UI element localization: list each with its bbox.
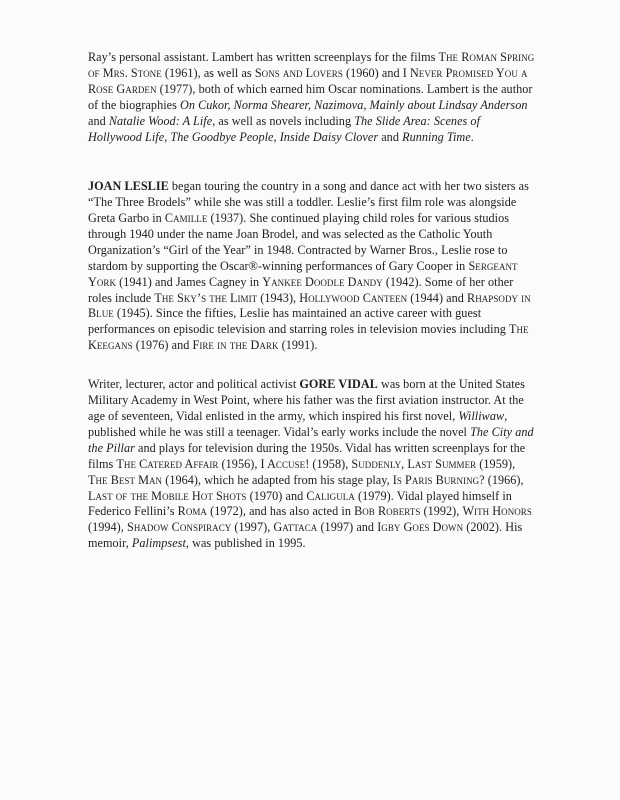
- title-reference: Running Time: [402, 129, 471, 144]
- title-reference: Is Paris Burning?: [392, 472, 485, 487]
- bio-text: Writer, lecturer, actor and political activist: [88, 377, 300, 392]
- bio-text: (1958),: [309, 456, 352, 471]
- bio-text: and plays for television during the 1950s. Vidal has written screenplays for the films: [88, 440, 526, 471]
- title-reference: Fire in the Dark: [192, 338, 279, 353]
- title-reference: The City and the Pillar: [88, 424, 534, 455]
- title-reference: On Cukor, Norma Shearer, Nazimova, Mainly about Lindsay Anderson: [180, 97, 528, 112]
- title-reference: Gattaca: [273, 520, 318, 535]
- title-reference: The Keegans: [88, 322, 529, 353]
- bio-text: (1964), which he adapted from his stage play,: [162, 472, 393, 487]
- title-reference: I Never Promised You a Rose Garden: [88, 66, 528, 96]
- bio-text: began touring the country in a song and dance act with her two sisters as “The Three Brodels” while she was still a toddler. Leslie’s first film role was alongside Greta Garbo in: [88, 179, 529, 225]
- bio-text: (2002). His memoir,: [88, 520, 523, 551]
- title-reference: Natalie Wood: A Life: [108, 113, 213, 128]
- bio-text: Ray’s personal assistant. Lambert has written screenplays for the films: [88, 50, 439, 65]
- bio-text: (1961), as well as: [161, 66, 255, 81]
- title-reference: Shadow Conspiracy: [127, 520, 232, 535]
- bio-text: (1945). Since the fifties, Leslie has maintained an active career with guest performances on episodic television and starring roles in television movies including: [88, 306, 509, 337]
- bio-text: , as well as novels including: [212, 113, 355, 128]
- bio-paragraph-joan-leslie: [88, 179, 536, 354]
- title-reference: The Sky’s the Limit: [154, 290, 258, 305]
- bio-text: (1944) and: [407, 290, 468, 305]
- bio-text: , published while he was still a teenager. Vidal’s early works include the novel: [88, 409, 508, 439]
- bio-text: (1997) and: [317, 520, 378, 535]
- title-reference: With Honors: [462, 504, 532, 519]
- title-reference: Sons and Lovers: [254, 66, 343, 81]
- title-reference: I Accuse!: [260, 456, 310, 471]
- bio-text: (1977), both of which earned him Oscar nominations. Lambert is the author of the biographies: [88, 82, 533, 112]
- bio-text: (1966),: [484, 472, 524, 487]
- bio-text: (1941) and James Cagney in: [116, 274, 263, 289]
- title-reference: Caligula: [306, 488, 355, 503]
- bio-text: (1942). Some of her other roles include: [88, 274, 514, 305]
- bio-name: GORE VIDAL: [299, 377, 378, 392]
- bio-text: (1970) and: [246, 488, 307, 503]
- title-reference: Williwaw: [458, 409, 505, 423]
- bio-paragraph-lambert: [88, 50, 536, 145]
- bio-text: and: [378, 129, 403, 144]
- bio-text: (1960) and: [342, 66, 403, 81]
- bio-text: (1994),: [88, 520, 127, 535]
- bio-text: was born at the United States Military Academy in West Point, where his father was the first aviation instructor. At the age of seventeen, Vidal enlisted in the army, which inspired his first novel,: [88, 377, 525, 423]
- bio-text: (1976) and: [132, 338, 193, 353]
- title-reference: Yankee Doodle Dandy: [262, 274, 383, 289]
- title-reference: Roma: [177, 504, 207, 519]
- bio-text: (1943),: [257, 290, 300, 305]
- title-reference: Hollywood Canteen: [299, 290, 408, 305]
- title-reference: The Catered Affair: [116, 456, 219, 471]
- bio-text: (1937). She continued playing child roles for various studios through 1940 under the name Joan Brodel, and was selected as the Catholic Youth Organization’s “Girl of the Year” in 1948. Contracted by Warner Bros., Leslie rose to stardom by supporting the Oscar®-winning performances of Gary Cooper in: [88, 211, 510, 273]
- bio-text: (1959),: [476, 456, 516, 471]
- bio-text: (1979). Vidal played himself in Federico Fellini’s: [88, 488, 512, 519]
- bio-text: , was published in 1995.: [185, 536, 306, 551]
- bio-text: (1972), and has also acted in: [206, 504, 355, 519]
- title-reference: Igby Goes Down: [377, 520, 464, 535]
- title-reference: The Roman Spring of Mrs. Stone: [88, 50, 535, 81]
- bio-text: and: [88, 113, 109, 128]
- title-reference: Palimpsest: [131, 536, 186, 551]
- title-reference: Rhapsody in Blue: [88, 290, 531, 321]
- bio-text: (1956),: [218, 456, 261, 471]
- title-reference: Last of the Mobile Hot Shots: [88, 488, 247, 503]
- bio-paragraph-gore-vidal: [88, 377, 536, 552]
- bio-text: (1992),: [420, 504, 463, 519]
- title-reference: Bob Roberts: [354, 504, 421, 519]
- bio-text: (1997),: [231, 520, 274, 535]
- bio-text: .: [470, 129, 474, 144]
- title-reference: Camille: [164, 211, 208, 225]
- bio-name: JOAN LESLIE: [88, 179, 169, 194]
- title-reference: The Slide Area: Scenes of Hollywood Life, The Goodbye People, Inside Daisy Clover: [88, 113, 481, 144]
- title-reference: Sergeant York: [88, 258, 518, 289]
- bio-text: (1991).: [278, 338, 318, 353]
- title-reference: The Best Man: [88, 472, 163, 487]
- title-reference: Suddenly, Last Summer: [351, 456, 477, 471]
